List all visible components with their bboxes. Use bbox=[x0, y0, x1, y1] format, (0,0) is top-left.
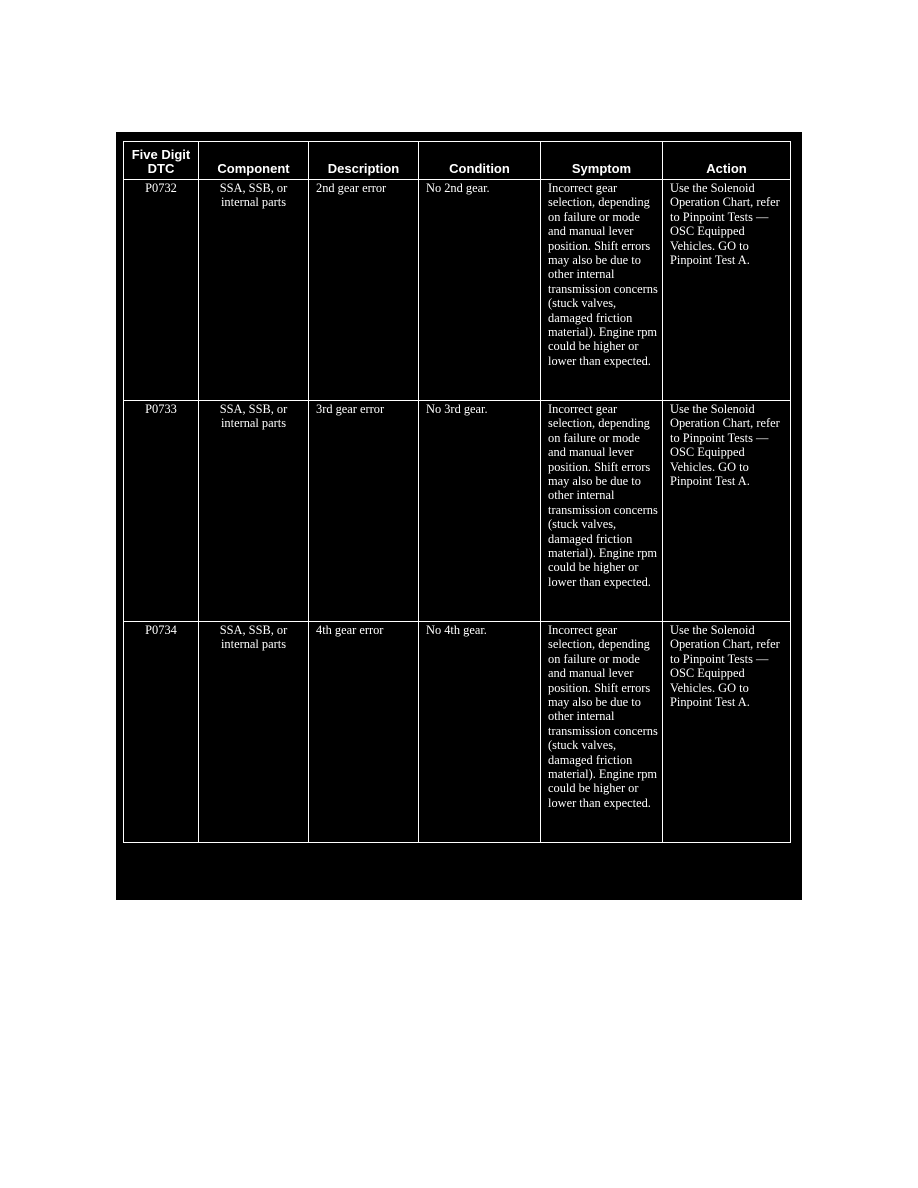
header-component: Component bbox=[199, 142, 309, 180]
condition-cell: No 3rd gear. bbox=[419, 401, 541, 622]
condition-cell: No 4th gear. bbox=[419, 622, 541, 843]
action-cell: Use the Solenoid Operation Chart, refer to Pinpoint Tests — OSC Equipped Vehicles. GO to Pinpoint Test A. bbox=[663, 622, 791, 843]
action-cell: Use the Solenoid Operation Chart, refer to Pinpoint Tests — OSC Equipped Vehicles. GO to Pinpoint Test A. bbox=[663, 401, 791, 622]
table-row bbox=[124, 401, 791, 622]
condition-cell: No 2nd gear. bbox=[419, 180, 541, 401]
description-cell: 4th gear error bbox=[309, 622, 419, 843]
symptom-cell: Incorrect gear selection, depending on failure or mode and manual lever position. Shift errors may also be due to other internal transmission concerns (stuck valves, damaged friction material). Engine rpm could be higher or lower than expected. bbox=[541, 180, 663, 401]
description-cell: 3rd gear error bbox=[309, 401, 419, 622]
action-cell: Use the Solenoid Operation Chart, refer to Pinpoint Tests — OSC Equipped Vehicles. GO to Pinpoint Test A. bbox=[663, 180, 791, 401]
header-action: Action bbox=[663, 142, 791, 180]
table-row bbox=[124, 180, 791, 401]
symptom-cell: Incorrect gear selection, depending on failure or mode and manual lever position. Shift errors may also be due to other internal transmission concerns (stuck valves, damaged friction material). Engine rpm could be higher or lower than expected. bbox=[541, 401, 663, 622]
header-condition: Condition bbox=[419, 142, 541, 180]
symptom-cell: Incorrect gear selection, depending on failure or mode and manual lever position. Shift errors may also be due to other internal transmission concerns (stuck valves, damaged friction material). Engine rpm could be higher or lower than expected. bbox=[541, 622, 663, 843]
table-header-row bbox=[124, 142, 791, 180]
dtc-table-panel bbox=[116, 132, 802, 900]
description-cell: 2nd gear error bbox=[309, 180, 419, 401]
dtc-code-cell: P0734 bbox=[124, 622, 199, 843]
component-cell: SSA, SSB, or internal parts bbox=[199, 622, 309, 843]
dtc-code-cell: P0733 bbox=[124, 401, 199, 622]
component-cell: SSA, SSB, or internal parts bbox=[199, 180, 309, 401]
header-symptom: Symptom bbox=[541, 142, 663, 180]
dtc-table bbox=[123, 141, 791, 843]
header-description: Description bbox=[309, 142, 419, 180]
component-cell: SSA, SSB, or internal parts bbox=[199, 401, 309, 622]
table-row bbox=[124, 622, 791, 843]
header-five-digit-dtc: Five Digit DTC bbox=[124, 142, 199, 180]
dtc-code-cell: P0732 bbox=[124, 180, 199, 401]
